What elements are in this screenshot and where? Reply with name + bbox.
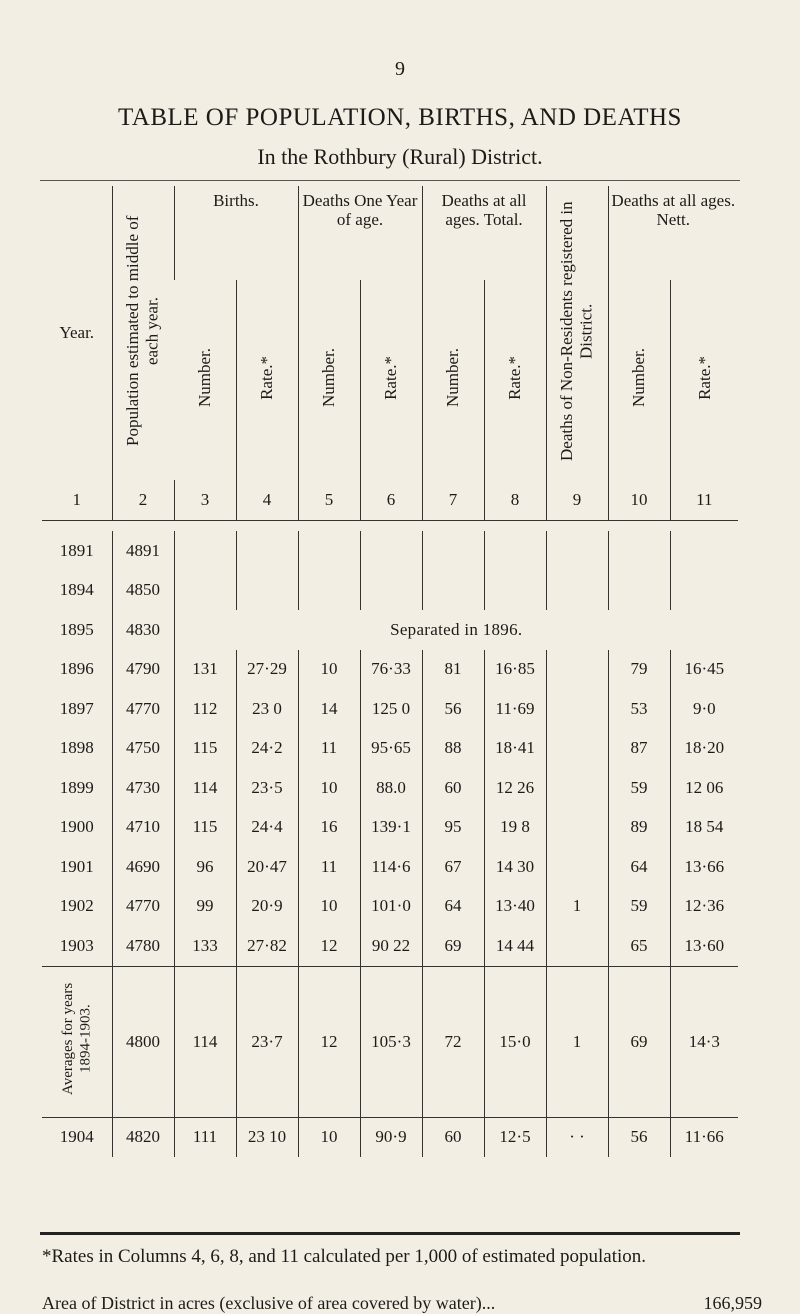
- cell-b-rate: 23 0: [236, 689, 298, 729]
- cell-dn-num: [608, 531, 670, 571]
- table-row: [42, 610, 738, 650]
- cell-b-num: 115: [174, 729, 236, 769]
- cell-nonres: [546, 650, 608, 690]
- cell-dn-num: [608, 571, 670, 611]
- cell-dn-num: 53: [608, 689, 670, 729]
- cell-pop: 4850: [112, 571, 174, 611]
- cell-b-rate: 23 10: [236, 1117, 298, 1157]
- table-header: [42, 186, 738, 480]
- cell-b-num: 133: [174, 926, 236, 966]
- cell-dt-rate: 19 8: [484, 808, 546, 848]
- cell-dt-num: 60: [422, 768, 484, 808]
- cell-dn-rate: 12 06: [670, 768, 738, 808]
- header-births-number: Number.: [194, 347, 214, 408]
- cell-year: 1895: [59, 619, 94, 639]
- fact-row: [42, 1292, 762, 1314]
- cell-b-rate: 20·47: [236, 847, 298, 887]
- cell-d1-rate: 101·0: [360, 887, 422, 927]
- cell-dt-rate: 14 30: [484, 847, 546, 887]
- separated-note: Separated in 1896.: [174, 610, 738, 650]
- cell-b-num: 111: [174, 1117, 236, 1157]
- cell-b-num: 96: [174, 847, 236, 887]
- population-table: [42, 186, 738, 1157]
- averages-label: Averages for years 1894-1903.: [42, 966, 112, 1117]
- column-number: 7: [422, 480, 484, 521]
- cell-year: 1896: [59, 659, 94, 679]
- cell-d1-rate: 90·9: [360, 1117, 422, 1157]
- cell-dt-rate: [484, 531, 546, 571]
- column-number: 4: [236, 480, 298, 521]
- cell-nonres: [546, 689, 608, 729]
- table-body: [42, 531, 738, 1157]
- cell-b-num: [174, 571, 236, 611]
- cell-b-num: 112: [174, 689, 236, 729]
- column-number: 2: [112, 480, 174, 521]
- table-row: [42, 887, 738, 927]
- fact-value: 166,959: [703, 1293, 762, 1313]
- cell-d1-num: 10: [298, 887, 360, 927]
- column-number: 9: [546, 480, 608, 521]
- cell-dn-num: 79: [608, 650, 670, 690]
- table-row: [42, 768, 738, 808]
- cell-d1-num: 11: [298, 847, 360, 887]
- cell-pop: 4710: [112, 808, 174, 848]
- cell-year: 1901: [59, 856, 94, 876]
- table-row: [42, 689, 738, 729]
- column-number: 8: [484, 480, 546, 521]
- cell-pop: 4770: [112, 887, 174, 927]
- cell-nonres: [546, 768, 608, 808]
- cell-dt-rate: 16·85: [484, 650, 546, 690]
- header-deaths-nett-number: Number.: [608, 280, 670, 480]
- cell-year: 1900: [59, 817, 94, 837]
- cell-dt-rate: 15·0: [484, 966, 546, 1117]
- cell-year: 1894: [59, 580, 94, 600]
- cell-d1-num: 16: [298, 808, 360, 848]
- cell-d1-num: 12: [298, 926, 360, 966]
- cell-pop: 4790: [112, 650, 174, 690]
- cell-b-rate: 27·82: [236, 926, 298, 966]
- cell-dn-num: 64: [608, 847, 670, 887]
- cell-nonres: [546, 847, 608, 887]
- header-non-residents: Deaths of Non-Residents registered in District.: [546, 186, 608, 480]
- header-deaths-total-number: Number.: [422, 280, 484, 480]
- cell-nonres: [546, 531, 608, 571]
- cell-dn-num: 59: [608, 887, 670, 927]
- cell-dn-rate: 18·20: [670, 729, 738, 769]
- cell-dt-num: [422, 531, 484, 571]
- cell-d1-num: [298, 531, 360, 571]
- cell-d1-rate: [360, 571, 422, 611]
- cell-pop: 4730: [112, 768, 174, 808]
- averages-row: [42, 966, 738, 1117]
- cell-d1-rate: 90 22: [360, 926, 422, 966]
- cell-dt-num: 69: [422, 926, 484, 966]
- header-deaths-nett-rate: Rate.*: [670, 280, 738, 480]
- cell-dt-num: 81: [422, 650, 484, 690]
- cell-d1-num: 10: [298, 1117, 360, 1157]
- cell-nonres: 1: [546, 966, 608, 1117]
- cell-dn-rate: 13·66: [670, 847, 738, 887]
- cell-nonres: [546, 808, 608, 848]
- cell-b-rate: [236, 571, 298, 611]
- cell-dn-num: 87: [608, 729, 670, 769]
- cell-year: 1903: [59, 935, 94, 955]
- cell-dt-rate: 14 44: [484, 926, 546, 966]
- cell-pop: 4780: [112, 926, 174, 966]
- table-row: [42, 531, 738, 571]
- cell-pop: 4750: [112, 729, 174, 769]
- column-number: 5: [298, 480, 360, 521]
- cell-b-num: 131: [174, 650, 236, 690]
- top-rule: [40, 180, 740, 181]
- cell-pop: 4891: [112, 531, 174, 571]
- cell-d1-num: 14: [298, 689, 360, 729]
- cell-dn-num: 69: [608, 966, 670, 1117]
- cell-d1-rate: 95·65: [360, 729, 422, 769]
- cell-dt-num: 60: [422, 1117, 484, 1157]
- cell-d1-num: 10: [298, 768, 360, 808]
- header-births-rate: Rate.*: [236, 280, 298, 480]
- table-title: TABLE OF POPULATION, BIRTHS, AND DEATHS: [118, 104, 682, 131]
- table-row: [42, 729, 738, 769]
- cell-d1-rate: 125 0: [360, 689, 422, 729]
- cell-b-rate: [236, 531, 298, 571]
- bottom-rule: [40, 1232, 740, 1235]
- cell-dt-rate: [484, 571, 546, 611]
- cell-year: 1891: [59, 540, 94, 560]
- cell-d1-rate: [360, 531, 422, 571]
- cell-dn-rate: 13·60: [670, 926, 738, 966]
- column-number: 10: [608, 480, 670, 521]
- cell-d1-rate: 139·1: [360, 808, 422, 848]
- cell-dt-num: 64: [422, 887, 484, 927]
- cell-dt-rate: 12 26: [484, 768, 546, 808]
- cell-b-num: 99: [174, 887, 236, 927]
- district-facts: [42, 1292, 762, 1314]
- cell-dt-rate: 12·5: [484, 1117, 546, 1157]
- header-deaths-one-year-number: Number.: [298, 280, 360, 480]
- cell-dt-rate: 11·69: [484, 689, 546, 729]
- header-deaths-total-rate: Rate.*: [484, 280, 546, 480]
- cell-dt-rate: 18·41: [484, 729, 546, 769]
- cell-d1-num: 12: [298, 966, 360, 1117]
- cell-b-rate: 24·2: [236, 729, 298, 769]
- cell-dn-rate: 16·45: [670, 650, 738, 690]
- header-deaths-nett: Deaths at all ages. Nett.: [608, 186, 738, 280]
- cell-d1-rate: 76·33: [360, 650, 422, 690]
- header-year: Year.: [59, 323, 95, 342]
- cell-d1-rate: 114·6: [360, 847, 422, 887]
- column-number: 1: [72, 490, 81, 509]
- cell-dn-num: 89: [608, 808, 670, 848]
- cell-b-num: 115: [174, 808, 236, 848]
- cell-population: 4830: [112, 610, 174, 650]
- cell-dn-rate: 12·36: [670, 887, 738, 927]
- cell-dt-num: 88: [422, 729, 484, 769]
- header-population: Population estimated to middle of each year.: [112, 186, 174, 480]
- header-births: Births.: [174, 186, 298, 280]
- cell-b-rate: 27·29: [236, 650, 298, 690]
- table-row: [42, 926, 738, 966]
- cell-b-num: [174, 531, 236, 571]
- cell-year: 1902: [59, 896, 94, 916]
- cell-year: 1897: [59, 698, 94, 718]
- cell-b-rate: 23·7: [236, 966, 298, 1117]
- cell-dn-rate: [670, 571, 738, 611]
- cell-dn-num: 56: [608, 1117, 670, 1157]
- cell-dt-num: [422, 571, 484, 611]
- cell-nonres: [546, 571, 608, 611]
- table-row: [42, 808, 738, 848]
- cell-pop: 4820: [112, 1117, 174, 1157]
- cell-nonres: [546, 926, 608, 966]
- fact-label: Area of District in acres (exclusive of area covered by water)...: [42, 1293, 496, 1313]
- cell-d1-num: 10: [298, 650, 360, 690]
- cell-b-num: 114: [174, 966, 236, 1117]
- page-number: 9: [395, 58, 405, 80]
- cell-dt-num: 72: [422, 966, 484, 1117]
- cell-year: 1898: [59, 738, 94, 758]
- cell-b-rate: 24·4: [236, 808, 298, 848]
- cell-pop: 4770: [112, 689, 174, 729]
- cell-dn-num: 59: [608, 768, 670, 808]
- cell-dn-rate: 14·3: [670, 966, 738, 1117]
- table-row: [42, 650, 738, 690]
- cell-year: 1899: [59, 777, 94, 797]
- cell-dn-num: 65: [608, 926, 670, 966]
- cell-d1-num: [298, 571, 360, 611]
- column-number: 11: [670, 480, 738, 521]
- cell-b-num: 114: [174, 768, 236, 808]
- cell-pop: 4690: [112, 847, 174, 887]
- cell-dt-num: 56: [422, 689, 484, 729]
- header-deaths-one-year-rate: Rate.*: [360, 280, 422, 480]
- table-subtitle: In the Rothbury (Rural) District.: [257, 144, 543, 169]
- cell-dn-rate: 11·66: [670, 1117, 738, 1157]
- footnote: *Rates in Columns 4, 6, 8, and 11 calculated per 1,000 of estimated population.: [42, 1246, 647, 1267]
- cell-nonres: · ·: [546, 1117, 608, 1157]
- cell-dn-rate: 18 54: [670, 808, 738, 848]
- cell-dt-rate: 13·40: [484, 887, 546, 927]
- header-deaths-total: Deaths at all ages. Total.: [422, 186, 546, 280]
- cell-b-rate: 23·5: [236, 768, 298, 808]
- table-row: [42, 847, 738, 887]
- cell-nonres: [546, 729, 608, 769]
- cell-d1-rate: 88.0: [360, 768, 422, 808]
- table-row-1904: [42, 1117, 738, 1157]
- cell-dt-num: 95: [422, 808, 484, 848]
- column-numbers: [42, 480, 738, 531]
- cell-dn-rate: [670, 531, 738, 571]
- column-number: 6: [360, 480, 422, 521]
- table-row: [42, 571, 738, 611]
- cell-b-rate: 20·9: [236, 887, 298, 927]
- header-deaths-one-year: Deaths One Year of age.: [298, 186, 422, 280]
- cell-dn-rate: 9·0: [670, 689, 738, 729]
- column-number: 3: [174, 480, 236, 521]
- cell-d1-rate: 105·3: [360, 966, 422, 1117]
- cell-pop: 4800: [112, 966, 174, 1117]
- cell-nonres: 1: [546, 887, 608, 927]
- cell-year: 1904: [59, 1127, 94, 1147]
- cell-dt-num: 67: [422, 847, 484, 887]
- cell-d1-num: 11: [298, 729, 360, 769]
